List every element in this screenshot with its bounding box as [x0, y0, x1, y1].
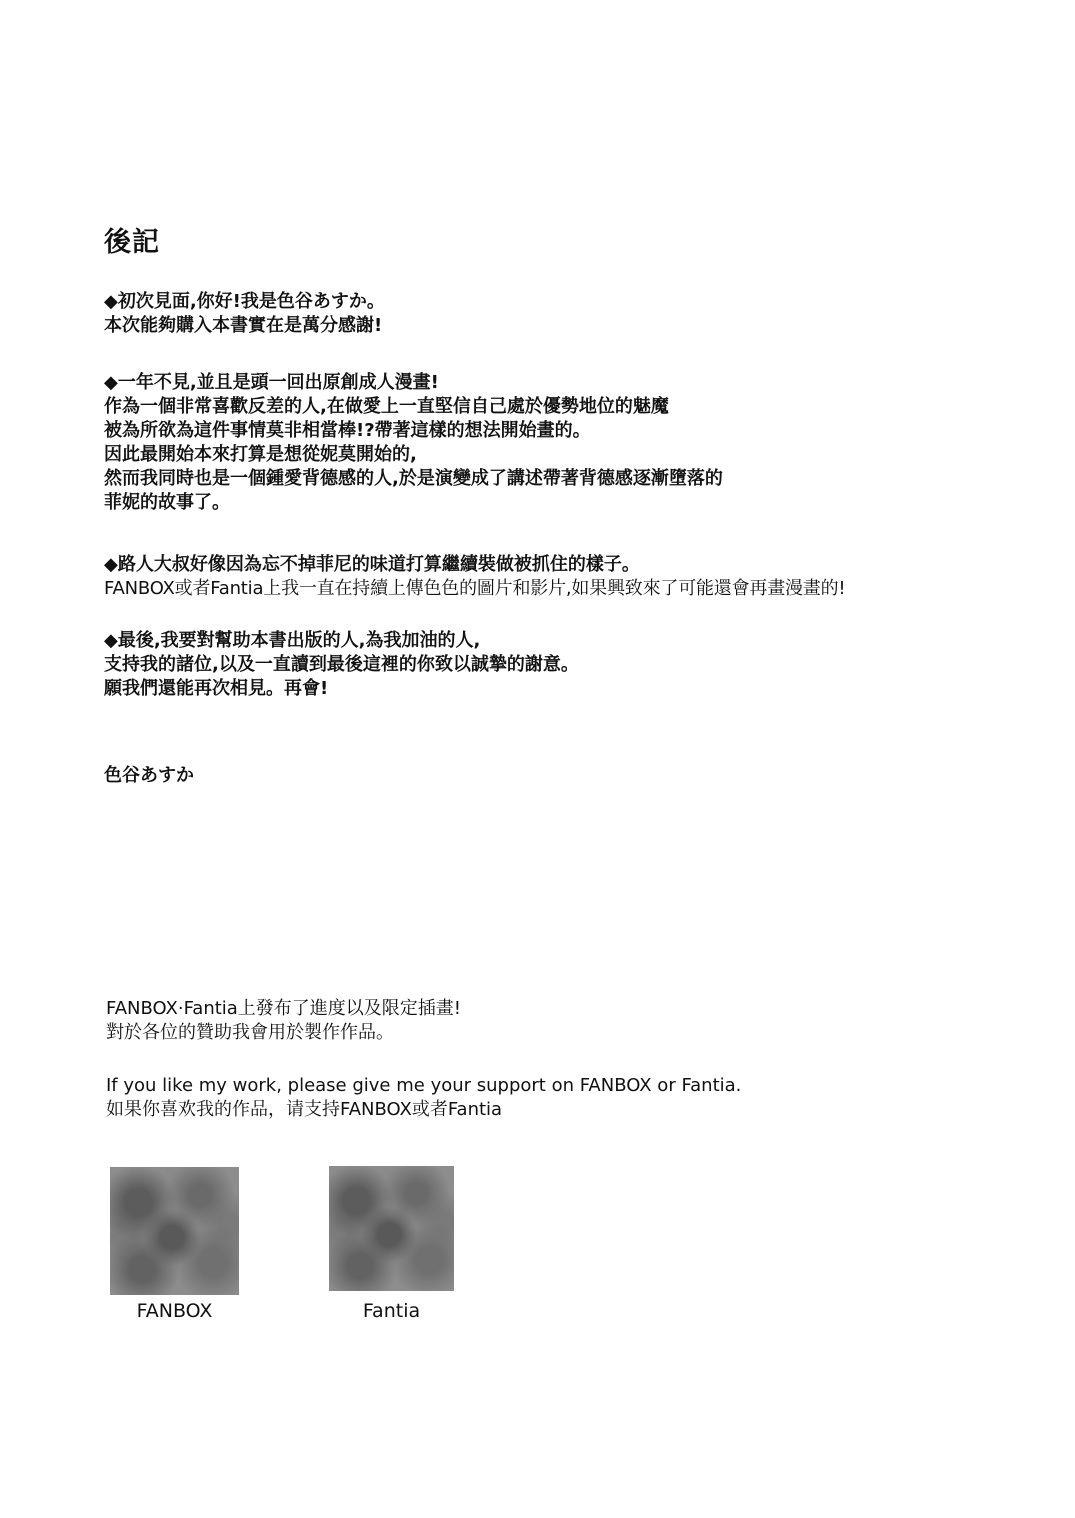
author-signature: 色谷あすか: [104, 765, 194, 786]
page-title: 後記: [104, 227, 160, 258]
text-line: 然而我同時也是一個鍾愛背德感的人,於是演變成了講述帶著背德感逐漸墮落的: [104, 468, 723, 489]
text-line: ◆一年不見,並且是頭一回出原創成人漫畫!: [104, 372, 439, 393]
afterword-section-thanks: [104, 629, 579, 701]
text-line: ◆最後,我要對幫助本書出版的人,為我加油的人,: [104, 630, 481, 651]
support-notice-chinese: [106, 997, 461, 1045]
text-line: ◆路人大叔好像因為忘不掉菲尼的味道打算繼續裝做被抓住的樣子。: [104, 554, 640, 575]
fantia-qr-code[interactable]: [329, 1166, 454, 1291]
text-line: 對於各位的贊助我會用於製作作品。: [106, 1022, 394, 1043]
text-line: FANBOX·Fantia上發布了進度以及限定插畫!: [106, 998, 462, 1019]
text-line: 本次能夠購入本書實在是萬分感謝!: [104, 315, 383, 336]
text-line: If you like my work, please give me your support on FANBOX or Fantia.: [106, 1075, 742, 1096]
afterword-section-updates: [104, 553, 845, 601]
text-line: 因此最開始本來打算是想從妮莫開始的,: [104, 444, 417, 465]
text-line: 如果你喜欢我的作品，请支持FANBOX或者Fantia: [106, 1099, 503, 1120]
text-line: 菲妮的故事了。: [104, 492, 230, 513]
text-line: 作為一個非常喜歡反差的人,在做愛上一直堅信自己處於優勢地位的魅魔: [104, 396, 669, 417]
support-notice-english: [106, 1074, 741, 1122]
afterword-section-story: [104, 371, 723, 515]
text-line: 願我們還能再次相見。再會!: [104, 678, 329, 699]
afterword-section-greeting: [104, 290, 385, 338]
text-line: FANBOX或者Fantia上我一直在持續上傳色色的圖片和影片,如果興致來了可能還會再畫漫畫的!: [104, 578, 846, 599]
fantia-qr-label: Fantia: [362, 1300, 421, 1322]
text-line: 支持我的諸位,以及一直讀到最後這裡的你致以誠摯的謝意。: [104, 654, 579, 675]
text-line: ◆初次見面,你好!我是色谷あすか。: [104, 291, 385, 312]
text-line: 被為所欲為這件事情莫非相當棒!?帶著這樣的想法開始畫的。: [104, 420, 591, 441]
fanbox-qr-label: FANBOX: [136, 1300, 213, 1322]
fanbox-qr-code[interactable]: [110, 1167, 239, 1295]
